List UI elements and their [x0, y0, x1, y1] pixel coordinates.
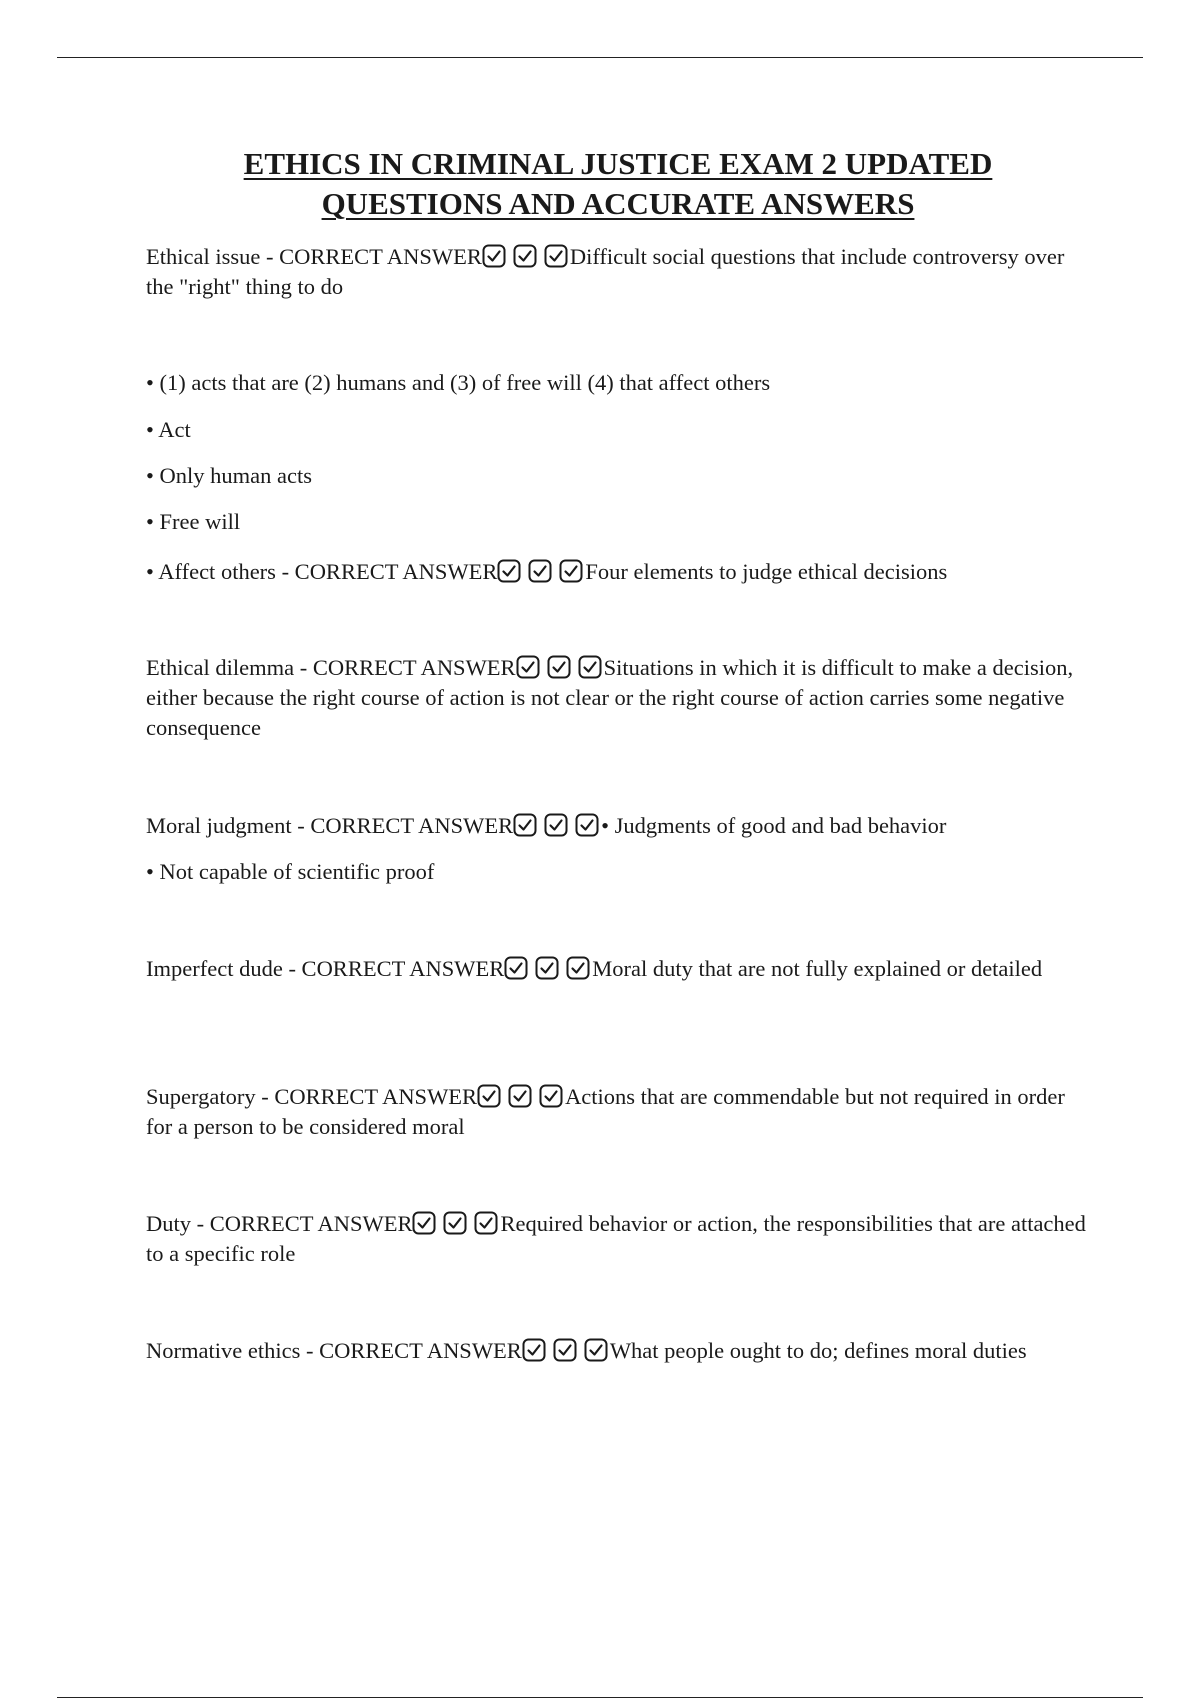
check-box-icon — [477, 1084, 501, 1108]
answer: Actions that are commendable but not required in order for a person to be considered moral — [146, 1084, 1065, 1139]
check-box-icon — [547, 655, 571, 679]
check-group — [513, 813, 601, 838]
check-box-icon — [566, 956, 590, 980]
check-box-icon — [578, 655, 602, 679]
separator: - CORRECT ANSWER — [282, 956, 505, 981]
check-box-icon — [497, 559, 521, 583]
check-group — [477, 1084, 565, 1109]
separator: - CORRECT ANSWER — [294, 655, 516, 680]
entry-supergatory — [146, 1082, 1090, 1142]
check-box-icon — [516, 655, 540, 679]
answer: What people ought to do; defines moral duties — [609, 1338, 1027, 1363]
check-box-icon — [522, 1338, 546, 1362]
entry-ethical-issue — [146, 242, 1090, 302]
check-box-icon — [508, 1084, 532, 1108]
answer: Situations in which it is difficult to make a decision, either because the right course of action is not clear or the right course of action carries some negative consequence — [146, 655, 1074, 740]
term: Ethical dilemma — [146, 655, 295, 680]
check-group — [497, 559, 585, 584]
check-box-icon — [535, 956, 559, 980]
page-title — [146, 144, 1090, 224]
term: Supergatory — [146, 1084, 256, 1109]
answer: Four elements to judge ethical decisions — [585, 559, 948, 584]
entry-four-elements — [146, 557, 1090, 587]
check-box-icon — [412, 1211, 436, 1235]
check-group — [522, 1338, 610, 1363]
bullet-line: • Free will — [146, 509, 241, 534]
answer: • Judgments of good and bad behavior — [601, 813, 947, 838]
term: Normative ethics — [146, 1338, 301, 1363]
check-box-icon — [443, 1211, 467, 1235]
check-group — [504, 956, 592, 981]
answer: Moral duty that are not fully explained or detailed — [592, 956, 1043, 981]
top-rule — [57, 57, 1143, 58]
entry-duty — [146, 1209, 1090, 1269]
answer: Required behavior or action, the responsibilities that are attached to a specific role — [146, 1211, 1086, 1266]
term: Imperfect dude — [146, 956, 283, 981]
separator: - CORRECT ANSWER — [300, 1338, 522, 1363]
term: Ethical issue — [146, 244, 261, 269]
check-box-icon — [539, 1084, 563, 1108]
check-box-icon — [504, 956, 528, 980]
separator: - CORRECT ANSWER — [255, 1084, 478, 1109]
separator: - CORRECT ANSWER — [291, 813, 514, 838]
bullet-line: • Only human acts — [146, 463, 312, 488]
separator: - CORRECT ANSWER — [191, 1211, 413, 1236]
separator: - CORRECT ANSWER — [275, 559, 498, 584]
answer: Difficult social questions that include controversy over the "right" thing to do — [146, 244, 1065, 299]
check-box-icon — [553, 1338, 577, 1362]
bullet-line: • Act — [146, 417, 191, 442]
separator: - CORRECT ANSWER — [260, 244, 482, 269]
entry-imperfect-duty — [146, 954, 1090, 984]
title-line-1: ETHICS IN CRIMINAL JUSTICE EXAM 2 UPDATED — [243, 146, 993, 181]
entry-ethical-dilemma — [146, 653, 1090, 743]
check-box-icon — [528, 559, 552, 583]
bullet-line: • (1) acts that are (2) humans and (3) of free will (4) that affect others — [146, 370, 771, 395]
check-box-icon — [482, 244, 506, 268]
entry-normative-ethics — [146, 1336, 1090, 1366]
check-box-icon — [544, 813, 568, 837]
check-box-icon — [513, 813, 537, 837]
bottom-rule — [57, 1697, 1143, 1698]
check-box-icon — [575, 813, 599, 837]
check-box-icon — [513, 244, 537, 268]
check-box-icon — [544, 244, 568, 268]
check-group — [482, 244, 570, 269]
title-line-2: QUESTIONS AND ACCURATE ANSWERS — [321, 186, 915, 221]
check-group — [412, 1211, 500, 1236]
term: • Affect others — [146, 559, 276, 584]
term: Duty — [146, 1211, 191, 1236]
check-box-icon — [474, 1211, 498, 1235]
term: Moral judgment — [146, 813, 292, 838]
check-group — [516, 655, 604, 680]
bullet-line: • Not capable of scientific proof — [146, 859, 435, 884]
entry-moral-judgment — [146, 811, 1090, 841]
check-box-icon — [584, 1338, 608, 1362]
check-box-icon — [559, 559, 583, 583]
